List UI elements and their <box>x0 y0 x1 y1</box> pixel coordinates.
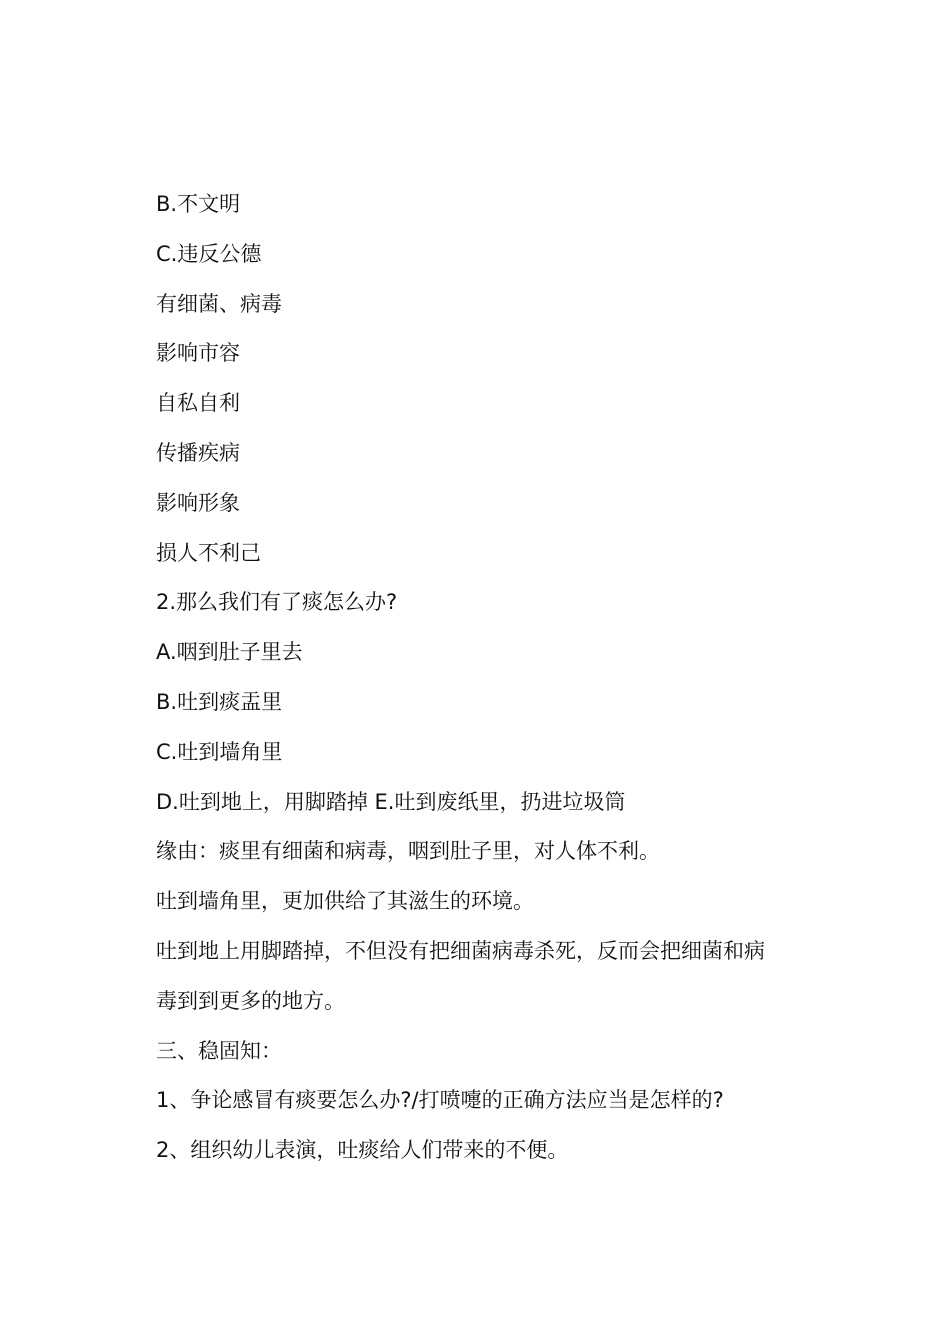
point-harm-others: 损人不利己 <box>156 540 261 565</box>
reason-ground-line1: 吐到地上用脚踏掉，不但没有把细菌病毒杀死，反而会把细菌和病 <box>156 938 765 963</box>
document-body <box>156 185 836 1181</box>
point-city-appearance: 影响市容 <box>156 341 240 366</box>
activity-1: 1、争论感冒有痰要怎么办?/打喷嚏的正确方法应当是怎样的? <box>156 1088 724 1113</box>
reason-paragraph: 缘由：痰里有细菌和病毒，咽到肚子里，对人体不利。 <box>156 839 660 864</box>
answer-c: C.吐到墙角里 <box>156 739 283 764</box>
option-b-uncivilized: B.不文明 <box>156 192 241 216</box>
point-spread-disease: 传播疾病 <box>156 440 240 465</box>
answer-b: B.吐到痰盂里 <box>156 689 283 714</box>
activity-2: 2、组织幼儿表演，吐痰给人们带来的不便。 <box>156 1138 569 1163</box>
answer-a: A.咽到肚子里去 <box>156 640 303 665</box>
point-bacteria-virus: 有细菌、病毒 <box>156 291 282 316</box>
reason-corner: 吐到墙角里，更加供给了其滋生的环境。 <box>156 889 534 914</box>
point-selfish: 自私自利 <box>156 391 240 416</box>
section-three-heading: 三、稳固知： <box>156 1038 282 1063</box>
question-2: 2.那么我们有了痰怎么办? <box>156 590 398 615</box>
reason-ground-line2: 毒到到更多的地方。 <box>156 988 345 1013</box>
option-c-violates-morals: C.违反公德 <box>156 241 262 266</box>
point-image: 影响形象 <box>156 490 240 515</box>
answer-d-e: D.吐到地上，用脚踏掉 E.吐到废纸里，扔进垃圾筒 <box>156 789 626 814</box>
